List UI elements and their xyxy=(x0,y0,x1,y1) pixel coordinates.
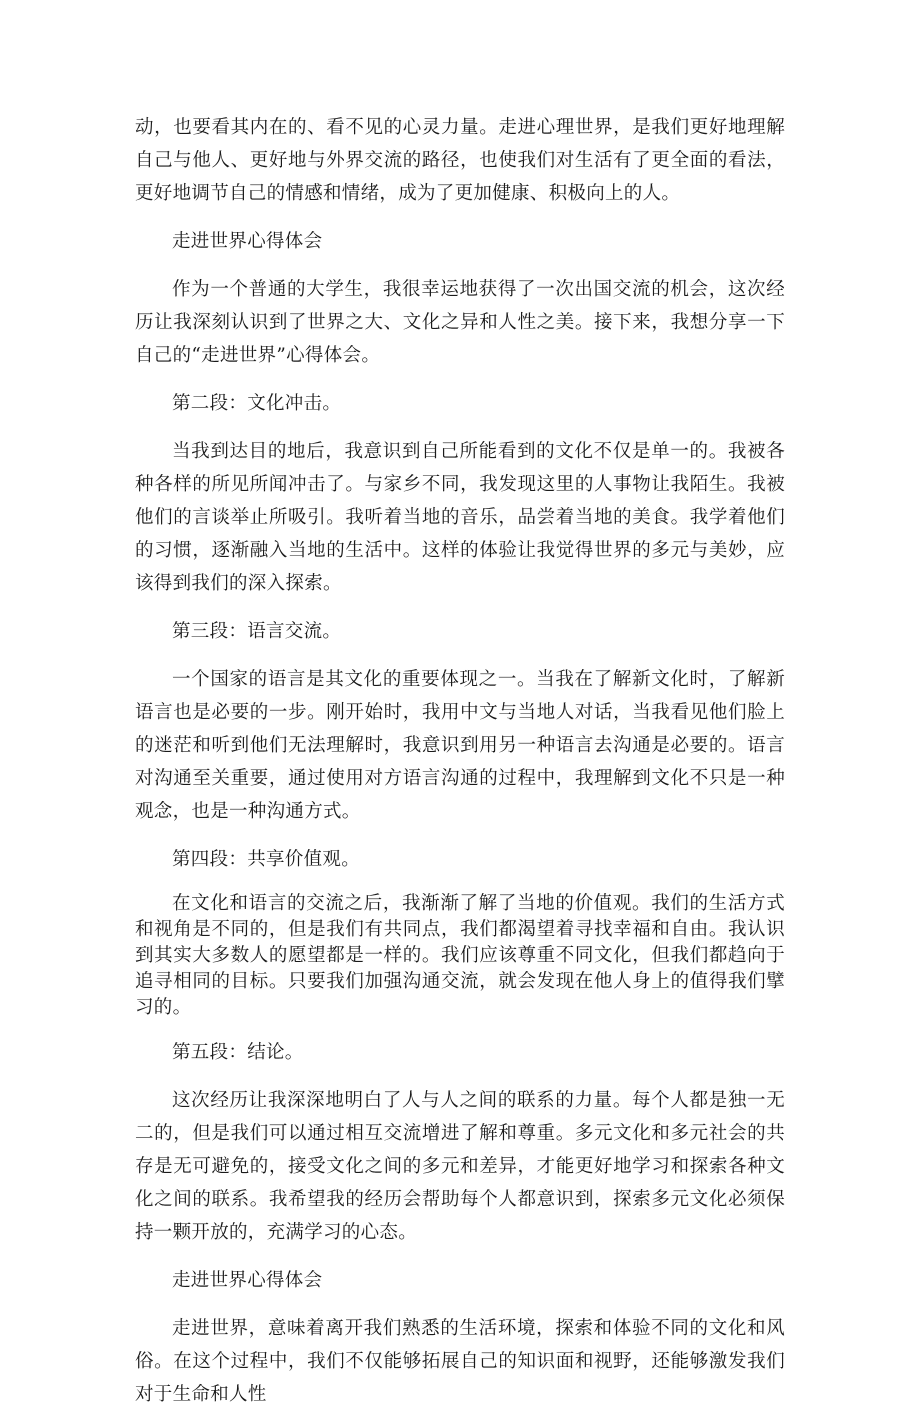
section-title-1: 走进世界心得体会 xyxy=(172,231,323,252)
paragraph-culture-shock: 当我到达目的地后，我意识到自己所能看到的文化不仅是单一的。我被各种各样的所见所闻冲击了。与家乡不同，我发现这里的人事物让我陌生。我被他们的言谈举止所吸引。我听着当地的音乐，品尝着当地的美食。我学着他们的习惯，逐渐融入当地的生活中。这样的体验让我觉得世界的多元与美妙，应该得到我们的深入探索。 xyxy=(135,441,785,594)
paragraph-conclusion: 这次经历让我深深地明白了人与人之间的联系的力量。每个人都是独一无二的，但是我们可以通过相互交流增进了解和尊重。多元文化和多元社会的共存是无可避免的，接受文化之间的多元和差异，才能更好地学习和探索各种文化之间的联系。我希望我的经历会帮助每个人都意识到，探索多元文化必须保持一颗开放的，充满学习的心态。 xyxy=(135,1090,785,1243)
paragraph-values: 在文化和语言的交流之后，我渐渐了解了当地的价值观。我们的生活方式和视角是不同的，但是我们有共同点，我们都渴望着寻找幸福和自由。我认识到其实大多数人的愿望都是一样的。我们应该尊重不同文化，但我们都趋向于追寻相同的目标。只要我们加强沟通交流，就会发现在他人身上的值得我们擘习的。 xyxy=(135,893,785,1018)
section-heading-2: 第二段：文化冲击。 xyxy=(172,393,342,414)
paragraph-intro: 作为一个普通的大学生，我很幸运地获得了一次出国交流的机会，这次经历让我深刻认识到了世界之大、文化之异和人性之美。接下来，我想分享一下自己的“走进世界”心得体会。 xyxy=(135,279,785,366)
paragraph-final: 走进世界，意味着离开我们熟悉的生活环境，探索和体验不同的文化和风俗。在这个过程中，我们不仅能够拓展自己的知识面和视野，还能够激发我们对于生命和人性 xyxy=(135,1318,785,1405)
section-heading-5: 第五段：结论。 xyxy=(172,1042,304,1063)
section-heading-3: 第三段：语言交流。 xyxy=(172,621,342,642)
paragraph-language: 一个国家的语言是其文化的重要体现之一。当我在了解新文化时，了解新语言也是必要的一步。刚开始时，我用中文与当地人对话，当我看见他们脸上的迷茫和听到他们无法理解时，我意识到用另一种语言去沟通是必要的。语言对沟通至关重要，通过使用对方语言沟通的过程中，我理解到文化不只是一种观念，也是一种沟通方式。 xyxy=(135,669,785,822)
section-title-2: 走进世界心得体会 xyxy=(172,1270,323,1291)
paragraph-1: 动，也要看其内在的、看不见的心灵力量。走进心理世界，是我们更好地理解自己与他人、更好地与外界交流的路径，也使我们对生活有了更全面的看法，更好地调节自己的情感和情绪，成为了更加健康、积极向上的人。 xyxy=(135,117,785,204)
section-heading-4: 第四段：共享价值观。 xyxy=(172,849,361,870)
document-body xyxy=(135,111,785,1426)
